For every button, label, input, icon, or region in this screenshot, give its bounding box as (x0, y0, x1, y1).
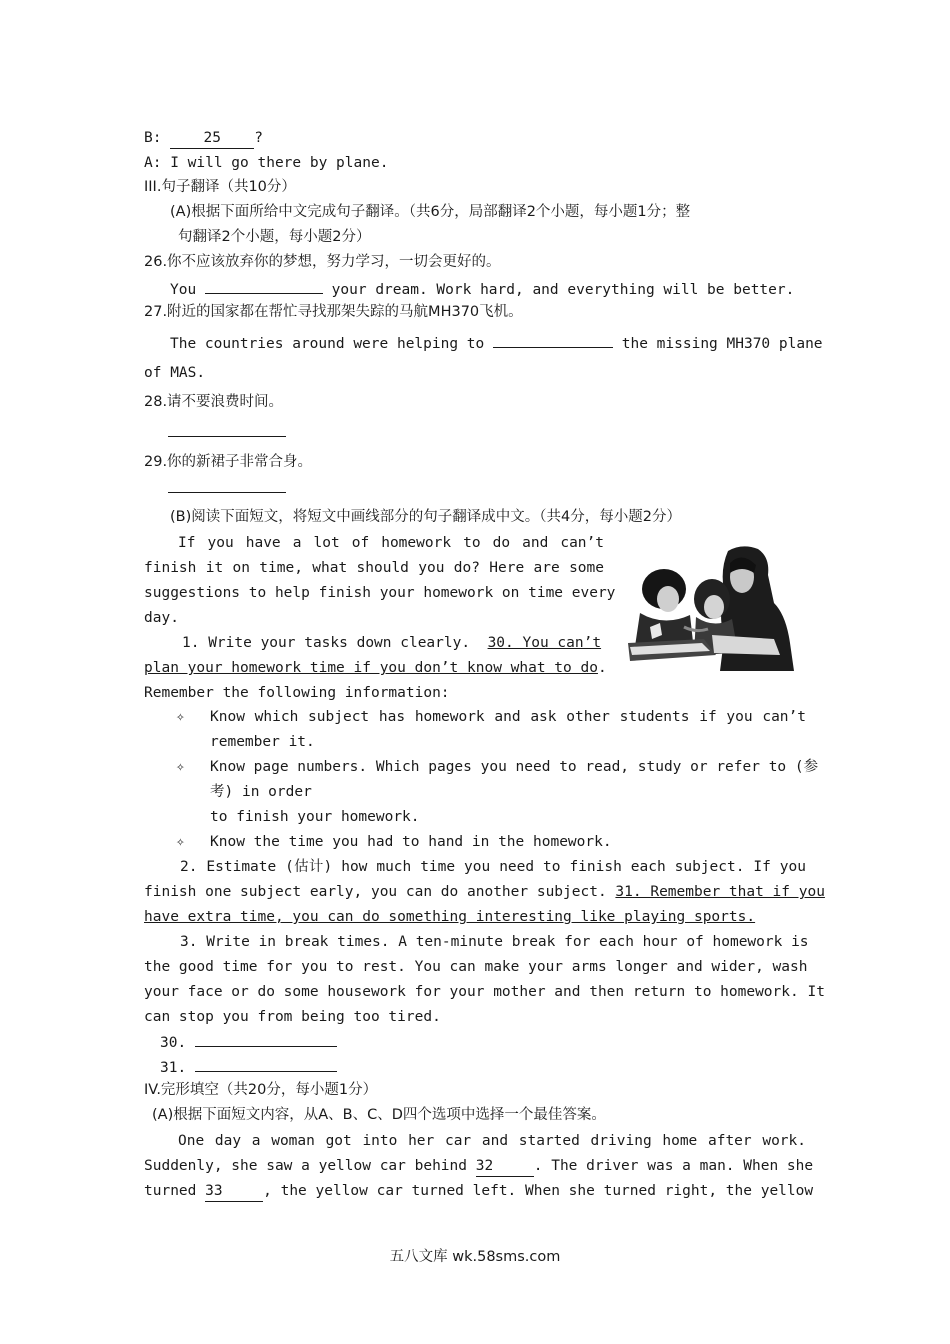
bullet2-line2: 考) in order (210, 784, 312, 800)
cloze-blank-32[interactable]: 32 (476, 1156, 534, 1177)
q27-english: The countries around were helping to the missing MH370 plane (170, 332, 806, 354)
q27-blank[interactable] (493, 332, 613, 348)
dialogue-a-line: A: I will go there by plane. (144, 155, 389, 171)
passage-p4-line1: 3. Write in break times. A ten-minute break for each hour of homework is (180, 934, 809, 950)
bullet-icon: ✧ (176, 709, 185, 725)
passage-p2-line2: plan your homework time if you don’t know what to do. (144, 660, 607, 676)
passage-p1-line3: suggestions to help finish your homework on time every (144, 585, 616, 601)
passage-p4-line2: the good time for you to rest. You can make your arms longer and wider, wash (144, 959, 808, 975)
passage-p4-line4: can stop you from being too tired. (144, 1009, 441, 1025)
passage-p3-line2: finish one subject early, you can do another subject. 31. Remember that if you (144, 884, 825, 900)
answer-31-row: 31. (160, 1056, 337, 1078)
bullet1-line2: remember it. (210, 734, 315, 750)
section3-part-b-instruction: (B)阅读下面短文，将短文中画线部分的句子翻译成中文。（共4分，每小题2分） (170, 509, 681, 525)
q27-chinese: 27.附近的国家都在帮忙寻找那架失踪的马航MH370飞机。 (144, 304, 523, 320)
q28-answer-line[interactable] (168, 436, 286, 437)
students-studying-image (624, 543, 796, 671)
passage-p3-line1: 2. Estimate (估计) how much time you need to finish each subject. If you (180, 859, 806, 875)
answer-30-blank[interactable] (195, 1031, 337, 1047)
underlined-sentence-30-part2: plan your homework time if you don’t know what to do (144, 660, 598, 676)
underlined-sentence-30-part1: 30. You can’t (487, 635, 602, 651)
section4-heading: IV.完形填空（共20分，每小题1分） (144, 1082, 378, 1098)
q29-answer-line[interactable] (168, 492, 286, 493)
underlined-sentence-31-part1: 31. Remember that if you (615, 884, 825, 900)
q26-blank[interactable] (205, 278, 323, 294)
q27-english-cont: of MAS. (144, 365, 206, 381)
passage-p1-line2: finish it on time, what should you do? Here are some (144, 560, 604, 576)
section4-part-a-instruction: (A)根据下面短文内容，从A、B、C、D四个选项中选择一个最佳答案。 (152, 1107, 606, 1123)
bullet2-line1: Know page numbers. Which pages you need to read, study or refer to (参 (210, 759, 819, 775)
q29-chinese: 29.你的新裙子非常合身。 (144, 454, 313, 470)
cloze-line2: Suddenly, she saw a yellow car behind 32 . The driver was a man. When she (144, 1156, 806, 1177)
passage-p2-line3: Remember the following information: (144, 685, 450, 701)
bullet-icon: ✧ (176, 759, 185, 775)
passage-p2-line1: 1. Write your tasks down clearly. 30. You can’t (182, 635, 602, 651)
cloze-line3: turned 33 , the yellow car turned left. When she turned right, the yellow (144, 1181, 806, 1202)
bullet1-line1: Know which subject has homework and ask other students if you can’t (210, 709, 806, 725)
bullet2-line3: to finish your homework. (210, 809, 420, 825)
q28-chinese: 28.请不要浪费时间。 (144, 394, 284, 410)
passage-p1-line1: If you have a lot of homework to do and can’t (178, 535, 604, 551)
answer-31-blank[interactable] (195, 1056, 337, 1072)
underlined-sentence-31-part2: have extra time, you can do something interesting like playing sports. (144, 909, 756, 925)
bullet-icon: ✧ (176, 834, 185, 850)
section3-part-a-instruction-1: (A)根据下面所给中文完成句子翻译。（共6分，局部翻译2个小题，每小题1分；整 (170, 204, 691, 220)
section3-heading: III.句子翻译（共10分） (144, 179, 296, 195)
bullet3-line1: Know the time you had to hand in the homework. (210, 834, 612, 850)
section3-part-a-instruction-2: 句翻译2个小题，每小题2分） (178, 229, 371, 245)
passage-p4-line3: your face or do some housework for your mother and then return to homework. It (144, 984, 825, 1000)
footer-watermark: 五八文库 wk.58sms.com (389, 1249, 561, 1265)
answer-30-row: 30. (160, 1031, 337, 1053)
cloze-line1: One day a woman got into her car and started driving home after work. (178, 1133, 806, 1149)
q26-english: You your dream. Work hard, and everything will be better. (170, 278, 794, 300)
cloze-blank-33[interactable]: 33 (205, 1181, 263, 1202)
blank-25: 25 (170, 128, 254, 149)
dialogue-b-line: B: 25 ? (144, 128, 263, 149)
passage-p3-line3 (144, 907, 755, 927)
q26-chinese: 26.你不应该放弃你的梦想，努力学习，一切会更好的。 (144, 254, 501, 270)
passage-p1-line4: day. (144, 610, 179, 626)
